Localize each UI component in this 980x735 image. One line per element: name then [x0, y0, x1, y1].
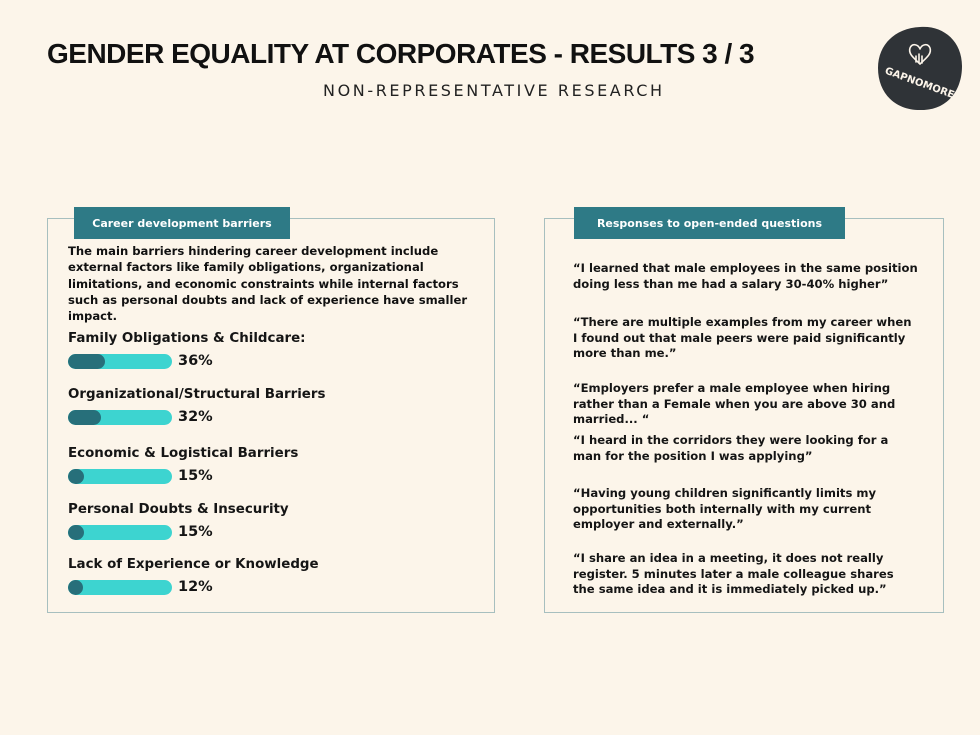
- page-subtitle: NON-REPRESENTATIVE RESEARCH: [323, 81, 665, 100]
- barrier-label: Organizational/Structural Barriers: [68, 387, 326, 402]
- barrier-label: Personal Doubts & Insecurity: [68, 502, 289, 517]
- response-quote: “Employers prefer a male employee when hiring rather than a Female when you are above 30 and married... “: [573, 381, 896, 427]
- career-barriers-panel: [47, 218, 495, 613]
- barrier-label: Lack of Experience or Knowledge: [68, 557, 319, 572]
- response-quote: “I learned that male employees in the same position doing less than me had a salary 30-40% higher”: [573, 261, 918, 291]
- barrier-percent: 15%: [178, 524, 213, 540]
- career-barriers-tab: Career development barriers: [74, 207, 290, 239]
- response-quote: “I share an idea in a meeting, it does not really register. 5 minutes later a male colleague shares the same idea and it is immediately picked up.”: [573, 551, 894, 597]
- career-barriers-intro: The main barriers hindering career development include external factors like family obligations, organizational limitations, and economic constraints while internal factors such as personal doubts and lack of experience have smaller impact.: [68, 244, 468, 324]
- response-quote: “Having young children significantly limits my opportunities both internally with my current employer and externally.”: [573, 486, 877, 532]
- barrier-progress-bar: [68, 354, 172, 369]
- open-ended-responses-tab: Responses to open-ended questions: [574, 207, 845, 239]
- barrier-percent: 15%: [178, 468, 213, 484]
- barrier-item: [68, 445, 468, 484]
- barrier-item: [68, 330, 468, 369]
- gapnomore-logo: [876, 24, 964, 112]
- open-ended-responses-panel: [544, 218, 944, 613]
- svg-text:GAPNOMORE: GAPNOMORE: [883, 65, 956, 102]
- response-quote: “I heard in the corridors they were looking for a man for the position I was applying”: [573, 433, 889, 463]
- barrier-item: [68, 556, 468, 595]
- response-quote: “There are multiple examples from my career when I found out that male peers were paid significantly more than me.”: [573, 315, 912, 361]
- barrier-item: [68, 501, 468, 540]
- barrier-percent: 32%: [178, 409, 213, 425]
- barrier-label: Economic & Logistical Barriers: [68, 446, 299, 461]
- barrier-progress-bar: [68, 525, 172, 540]
- barrier-progress-bar: [68, 469, 172, 484]
- barrier-item: [68, 386, 468, 425]
- page-title: GENDER EQUALITY AT CORPORATES - RESULTS 3 / 3: [47, 38, 755, 69]
- barrier-progress-bar: [68, 410, 172, 425]
- barrier-percent: 12%: [178, 579, 213, 595]
- barrier-label: Family Obligations & Childcare:: [68, 331, 306, 346]
- barrier-percent: 36%: [178, 353, 213, 369]
- barrier-progress-bar: [68, 580, 172, 595]
